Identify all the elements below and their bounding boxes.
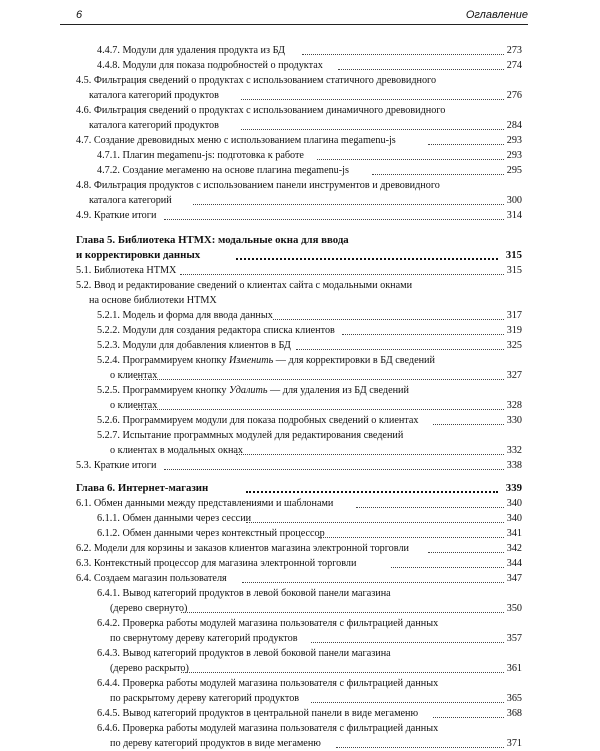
toc-entry-text: и корректировки данных	[76, 249, 201, 261]
dot-leader	[136, 379, 504, 380]
toc-page-number: 293	[506, 135, 522, 146]
dot-leader	[236, 454, 504, 455]
toc-entry-title	[76, 208, 522, 223]
toc-entry-text: 4.7.2. Создание мегаменю на основе плагина megamenu-js	[97, 165, 349, 176]
toc-entry-text: 5.1. Библиотека HTMX	[76, 265, 177, 276]
dot-leader	[296, 349, 504, 350]
dot-leader	[181, 672, 504, 673]
toc-entry	[76, 721, 522, 751]
toc-page-number: 339	[505, 482, 522, 494]
toc-entry-text: каталога категорий	[89, 195, 172, 206]
toc-entry-text: 6.4. Создаем магазин пользователя	[76, 573, 227, 584]
toc-entry-text: 5.2.2. Модули для создания редактора списка клиентов	[97, 325, 335, 336]
toc-entry-text: (дерево свернуто)	[110, 603, 188, 614]
toc-entry-text: 5.2.6. Программируем модули для показа подробных сведений о клиентах	[97, 415, 419, 426]
toc-entry-title	[97, 706, 522, 721]
dot-leader	[338, 69, 504, 70]
dot-leader	[164, 469, 504, 470]
toc-entry-text: 6.1.2. Обмен данными через контекстный процессор	[97, 528, 325, 539]
dot-leader	[246, 491, 498, 493]
dot-leader	[391, 567, 504, 568]
toc-page-number: 276	[506, 90, 522, 101]
toc-entry-text: — для удаления из БД сведений	[267, 385, 409, 396]
toc-entry-text: Глава 5. Библиотека HTMX: модальные окна для ввода	[76, 234, 349, 246]
toc-entry	[76, 208, 522, 223]
toc-entry-title	[97, 338, 522, 353]
toc-entry-title	[76, 541, 522, 556]
toc-entry-text: 4.9. Краткие итоги	[76, 210, 157, 221]
dot-leader	[433, 424, 504, 425]
toc-entry-title	[76, 133, 522, 148]
toc-page-number: 315	[506, 265, 522, 276]
header-page-number: 6	[76, 9, 83, 21]
toc-page-number: 332	[506, 445, 522, 456]
toc-entry-text: 4.6. Фильтрация сведений о продуктах с использованием динамичного древовидного	[76, 105, 446, 116]
toc-entry	[76, 133, 522, 148]
toc-entry-text: по свернутому дереву категорий продуктов	[110, 633, 298, 644]
toc-entry-text: 6.4.4. Проверка работы модулей магазина пользователя с фильтрацией данных	[97, 678, 439, 689]
toc-entry-text: 5.2.3. Модули для добавления клиентов в БД	[97, 340, 291, 351]
running-header	[60, 8, 528, 24]
toc-page-number: 327	[506, 370, 522, 381]
dot-leader	[433, 717, 504, 718]
toc-entry-text: 6.4.1. Вывод категорий продуктов в левой боковой панели магазина	[97, 588, 391, 599]
toc-entry	[76, 383, 522, 413]
toc-entry-text: 6.1.1. Обмен данными через сессии	[97, 513, 252, 524]
toc-entry	[76, 263, 522, 278]
toc-page-number: 365	[506, 693, 522, 704]
toc-chapter-6	[76, 481, 522, 496]
toc-entry-title	[97, 163, 522, 178]
toc-entry-text: 5.2.7. Испытание программных модулей для редактирования сведений	[97, 430, 404, 441]
table-of-contents	[76, 43, 522, 751]
header-rule	[60, 24, 528, 25]
dot-leader	[428, 144, 504, 145]
toc-entry-title	[97, 511, 522, 526]
toc-entry-text: 4.4.8. Модули для показа подробностей о продуктах	[97, 60, 323, 71]
toc-entry-text: Глава 6. Интернет-магазин	[76, 482, 209, 494]
toc-page-number: 340	[506, 513, 522, 524]
toc-page-number: 284	[506, 120, 522, 131]
toc-entry	[76, 706, 522, 721]
toc-entry-title	[76, 556, 522, 571]
toc-entry	[76, 163, 522, 178]
toc-entry	[76, 103, 522, 133]
toc-entry-title	[97, 413, 522, 428]
toc-entry	[76, 428, 522, 458]
toc-entry-text: 6.2. Модели для корзины и заказов клиентов магазина электронной торговли	[76, 543, 409, 554]
toc-entry	[76, 338, 522, 353]
toc-page-number: 328	[506, 400, 522, 411]
toc-entry	[76, 676, 522, 706]
toc-page-number: 293	[506, 150, 522, 161]
toc-page-number: 347	[506, 573, 522, 584]
toc-entry	[76, 646, 522, 676]
toc-page-number: 357	[506, 633, 522, 644]
toc-entry-text: 6.4.2. Проверка работы модулей магазина пользователя с фильтрацией данных	[97, 618, 439, 629]
toc-entry	[76, 511, 522, 526]
toc-entry-title	[76, 278, 522, 308]
toc-entry-title	[76, 263, 522, 278]
dot-leader	[428, 552, 504, 553]
toc-entry	[76, 458, 522, 473]
toc-page-number: 300	[506, 195, 522, 206]
toc-entry-text: 6.4.6. Проверка работы модулей магазина пользователя с фильтрацией данных	[97, 723, 439, 734]
toc-entry-title	[76, 481, 522, 496]
toc-entry-text: о клиентах в модальных окнах	[110, 445, 244, 456]
toc-entry-title	[97, 308, 522, 323]
toc-entry-text: 6.1. Обмен данными между представлениями и шаблонами	[76, 498, 334, 509]
toc-page-number: 295	[506, 165, 522, 176]
dot-leader	[356, 507, 504, 508]
dot-leader	[241, 99, 504, 100]
dot-leader	[136, 409, 504, 410]
toc-entry-text: (дерево раскрыто)	[110, 663, 189, 674]
header-section-title: Оглавление	[465, 9, 528, 21]
toc-entry	[76, 58, 522, 73]
toc-page-number: 340	[506, 498, 522, 509]
dot-leader	[372, 174, 504, 175]
toc-page-number: 344	[506, 558, 522, 569]
toc-entry-title	[97, 526, 522, 541]
dot-leader	[311, 642, 504, 643]
toc-entry	[76, 353, 522, 383]
toc-chapter-5	[76, 233, 522, 263]
toc-entry	[76, 278, 522, 308]
toc-entry	[76, 413, 522, 428]
toc-entry	[76, 541, 522, 556]
toc-entry-text: 4.4.7. Модули для удаления продукта из БД	[97, 45, 285, 56]
toc-entry-title	[97, 43, 522, 58]
toc-page-number: 315	[505, 249, 522, 261]
toc-entry-title	[76, 571, 522, 586]
toc-page-number: 330	[506, 415, 522, 426]
toc-entry-title	[97, 148, 522, 163]
toc-page-number: 371	[506, 738, 522, 749]
toc-page-number: 342	[506, 543, 522, 554]
toc-page-number: 273	[506, 45, 522, 56]
toc-entry	[76, 526, 522, 541]
toc-entry	[76, 148, 522, 163]
toc-entry-text: — для корректировки в БД сведений	[273, 355, 435, 366]
toc-page-number: 341	[506, 528, 522, 539]
toc-entry-title	[76, 496, 522, 511]
toc-page-number: 314	[506, 210, 522, 221]
toc-entry-text: 4.5. Фильтрация сведений о продуктах с использованием статичного древовидного	[76, 75, 437, 86]
toc-entry	[76, 556, 522, 571]
toc-group-chapter-5	[76, 263, 522, 473]
dot-leader	[241, 129, 504, 130]
toc-entry	[76, 323, 522, 338]
toc-page-number: 368	[506, 708, 522, 719]
toc-group-chapter-4	[76, 43, 522, 223]
dot-leader	[242, 582, 504, 583]
dot-leader	[164, 219, 504, 220]
toc-page-number: 338	[506, 460, 522, 471]
toc-entry-title	[76, 458, 522, 473]
toc-entry-text: по дереву категорий продуктов в виде мегаменю	[110, 738, 321, 749]
toc-page-number: 350	[506, 603, 522, 614]
toc-entry-text: 5.2. Ввод и редактирование сведений о клиентах сайта с модальными окнами	[76, 280, 413, 291]
toc-entry-text: 6.4.3. Вывод категорий продуктов в левой боковой панели магазина	[97, 648, 391, 659]
dot-leader	[273, 319, 504, 320]
dot-leader	[311, 702, 504, 703]
toc-page-number: 361	[506, 663, 522, 674]
toc-entry-text: 6.4.5. Вывод категорий продуктов в центральной панели в виде мегаменю	[97, 708, 419, 719]
toc-chapter-entry	[76, 233, 522, 263]
dot-leader	[180, 274, 504, 275]
toc-entry-text: 6.3. Контекстный процессор для магазина электронной торговли	[76, 558, 357, 569]
dot-leader	[342, 334, 504, 335]
dot-leader	[246, 522, 504, 523]
dot-leader	[236, 258, 498, 260]
dot-leader	[318, 537, 504, 538]
toc-chapter-entry	[76, 481, 522, 496]
toc-entry	[76, 571, 522, 586]
toc-entry-text: 5.2.5. Программируем кнопку	[97, 385, 229, 396]
toc-entry	[76, 616, 522, 646]
toc-entry-text: о клиентах	[110, 370, 158, 381]
toc-entry	[76, 308, 522, 323]
toc-entry-text: 4.8. Фильтрация продуктов с использованием панели инструментов и древовидного	[76, 180, 440, 191]
toc-page-number: 325	[506, 340, 522, 351]
toc-entry-text: 4.7.1. Плагин megamenu-js: подготовка к работе	[97, 150, 304, 161]
toc-group-chapter-6	[76, 496, 522, 751]
toc-page-number: 319	[506, 325, 522, 336]
dot-leader	[336, 747, 504, 748]
toc-entry-text: каталога категорий продуктов	[89, 120, 219, 131]
toc-entry	[76, 178, 522, 208]
toc-entry-title	[97, 323, 522, 338]
dot-leader	[302, 54, 504, 55]
toc-entry-text: 4.7. Создание древовидных меню с использованием плагина megamenu-js	[76, 135, 396, 146]
toc-page-number: 317	[506, 310, 522, 321]
toc-entry-text: о клиентах	[110, 400, 158, 411]
toc-entry-text: на основе библиотеки HTMX	[89, 295, 217, 306]
toc-entry	[76, 586, 522, 616]
dot-leader	[193, 204, 504, 205]
toc-entry-title	[97, 58, 522, 73]
toc-entry-text: 5.3. Краткие итоги	[76, 460, 157, 471]
toc-entry-emphasis: Удалить	[228, 385, 268, 396]
toc-entry-text: 5.2.1. Модель и форма для ввода данных	[97, 310, 273, 321]
toc-entry-text: каталога категорий продуктов	[89, 90, 219, 101]
toc-entry-text: 5.2.4. Программируем кнопку	[97, 355, 229, 366]
toc-entry-emphasis: Изменить	[228, 355, 274, 366]
toc-entry	[76, 73, 522, 103]
dot-leader	[181, 612, 504, 613]
toc-entry-text: по раскрытому дереву категорий продуктов	[110, 693, 300, 704]
dot-leader	[317, 159, 504, 160]
toc-entry	[76, 496, 522, 511]
toc-page-number: 274	[506, 60, 522, 71]
toc-entry	[76, 43, 522, 58]
